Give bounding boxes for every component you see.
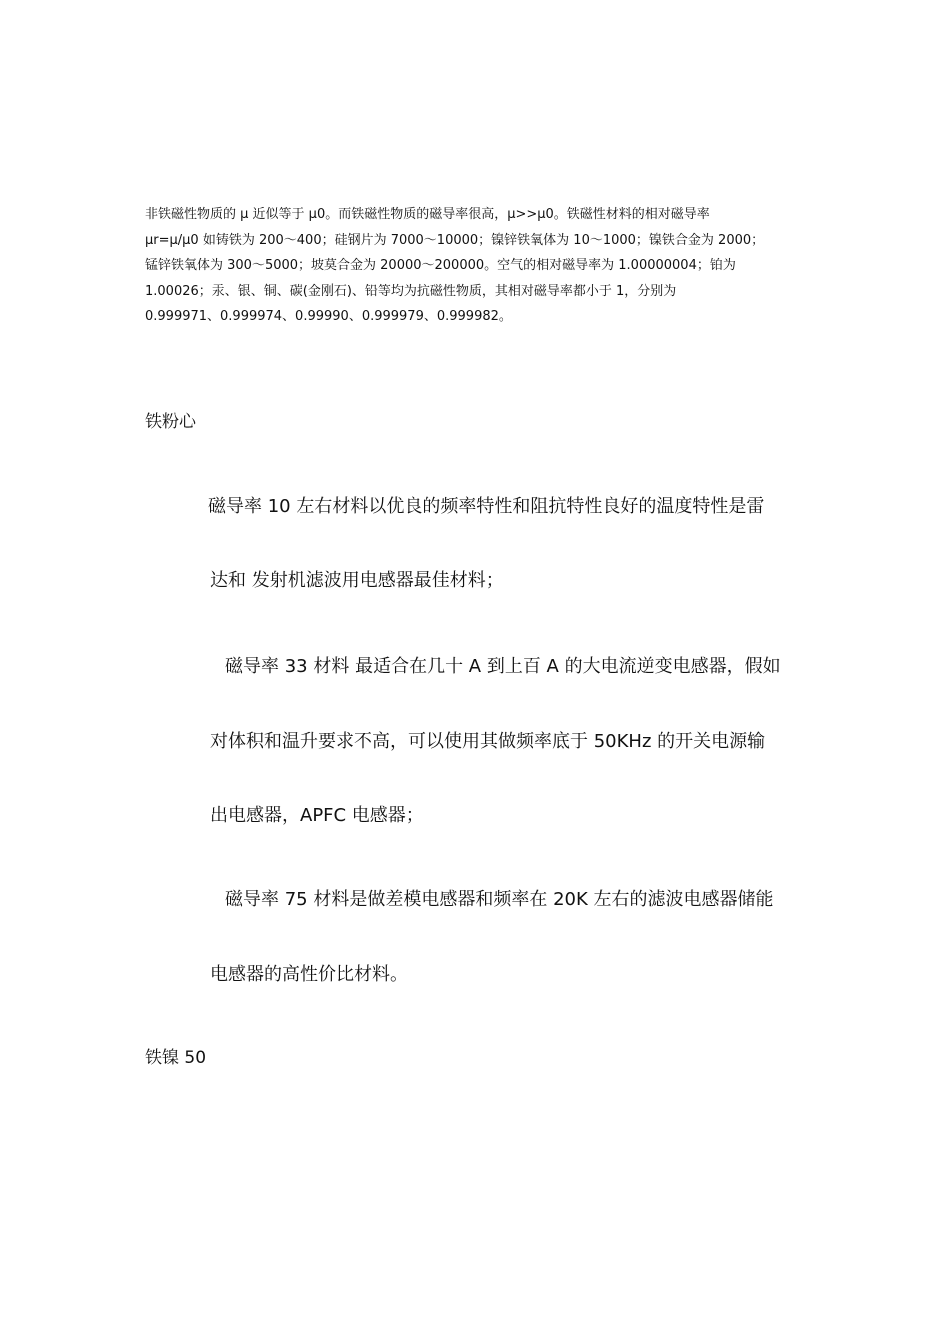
paragraph-line: 对体积和温升要求不高，可以使用其做频率底于 50KHz 的开关电源输 [210, 731, 766, 752]
paragraph-line: 出电感器，APFC 电感器； [210, 805, 424, 826]
section-heading-iron-nickel-50: 铁镍 50 [145, 1048, 207, 1068]
paragraph-line: 磁导率 33 材料 最适合在几十 A 到上百 A 的大电流逆变电感器，假如 [225, 656, 781, 677]
paragraph-line: 达和 发射机滤波用电感器最佳材料； [210, 570, 504, 591]
intro-line: 锰锌铁氧体为 300～5000；坡莫合金为 20000～200000。空气的相对磁导率为 1.00000004；铂为 [145, 258, 736, 273]
intro-line: 1.00026；汞、银、铜、碳(金刚石)、铅等均为抗磁性物质，其相对磁导率都小于 1，分别为 [145, 283, 677, 299]
paragraph-line: 磁导率 10 左右材料以优良的频率特性和阻抗特性良好的温度特性是雷 [208, 496, 765, 517]
section-heading-iron-powder-core: 铁粉心 [145, 412, 196, 432]
intro-paragraph [145, 202, 805, 330]
paragraph-line: 磁导率 75 材料是做差模电感器和频率在 20K 左右的滤波电感器储能 [225, 889, 774, 910]
paragraph-line: 电感器的高性价比材料。 [210, 964, 408, 985]
intro-line: 非铁磁性物质的 μ 近似等于 μ0。而铁磁性物质的磁导率很高，μ>>μ0。铁磁性材料的相对磁导率 [145, 207, 710, 222]
intro-line: 0.999971、0.999974、0.99990、0.999979、0.999982。 [145, 309, 512, 324]
intro-line: μr=μ/μ0 如铸铁为 200～400；硅钢片为 7000～10000；镍锌铁氧体为 10～1000；镍铁合金为 2000； [145, 232, 765, 248]
